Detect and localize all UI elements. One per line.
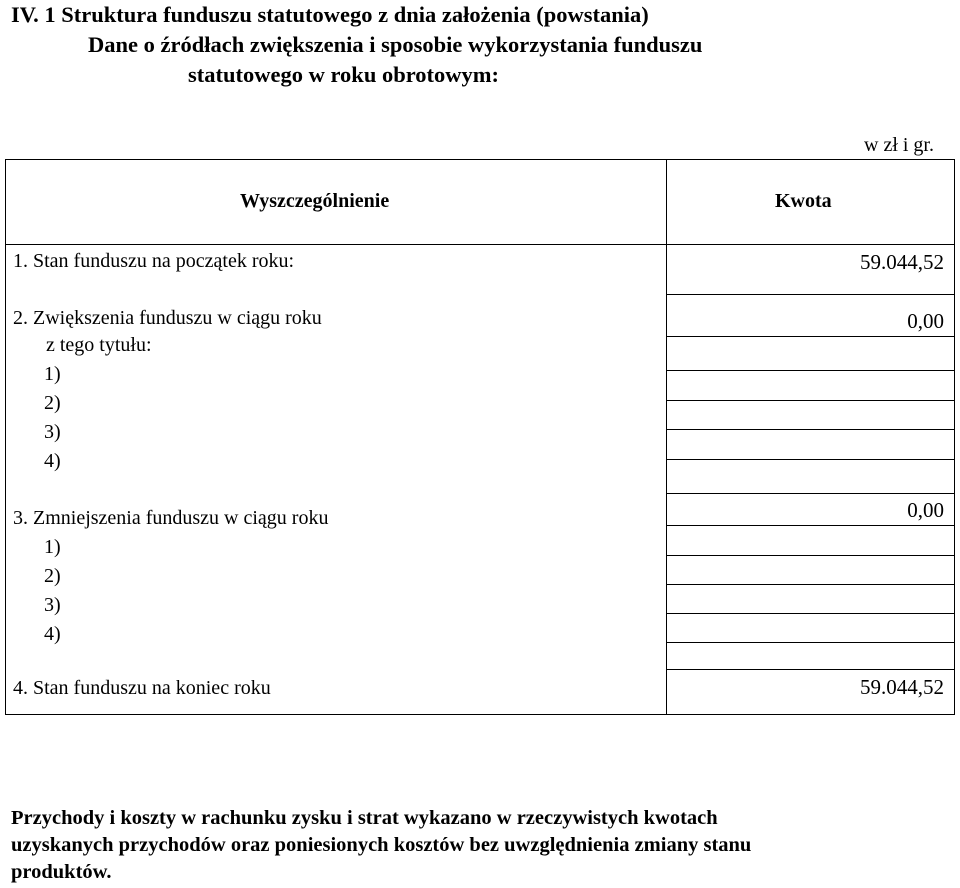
amount-row-line xyxy=(666,584,955,585)
section-subtitle: Dane o źródłach zwiększenia i sposobie wykorzystania funduszu xyxy=(88,32,703,57)
table-border-left xyxy=(5,159,6,715)
section-subtitle-continued: statutowego w roku obrotowym: xyxy=(188,62,500,87)
increase-item: 1) xyxy=(44,363,61,385)
amount-row-line xyxy=(666,613,955,614)
amount-row-line xyxy=(666,400,955,401)
amount-row-line xyxy=(666,459,955,460)
table-border-right xyxy=(954,159,955,715)
row-closing-balance-label: 4. Stan funduszu na koniec roku xyxy=(13,677,271,699)
row-increases-sublabel: z tego tytułu: xyxy=(46,334,152,356)
row-increases-amount: 0,00 xyxy=(907,309,944,333)
increase-item: 3) xyxy=(44,421,61,443)
footer-note-line: produktów. xyxy=(11,861,112,883)
header-description: Wyszczególnienie xyxy=(240,190,390,212)
header-separator xyxy=(5,244,955,245)
footer-note-line: uzyskanych przychodów oraz poniesionych kosztów bez uwzględnienia zmiany stanu xyxy=(11,834,752,856)
amount-row-line xyxy=(666,294,955,295)
decrease-item: 1) xyxy=(44,536,61,558)
increase-item: 4) xyxy=(44,450,61,472)
amount-row-line xyxy=(666,370,955,371)
amount-row-line xyxy=(666,336,955,337)
amount-row-line xyxy=(666,642,955,643)
header-amount: Kwota xyxy=(775,190,832,212)
unit-note: w zł i gr. xyxy=(864,134,934,156)
amount-row-line xyxy=(666,555,955,556)
decrease-item: 4) xyxy=(44,623,61,645)
amount-row-line xyxy=(666,669,955,670)
column-divider xyxy=(666,159,667,715)
decrease-item: 2) xyxy=(44,565,61,587)
table-border-bottom xyxy=(5,714,955,715)
increase-item: 2) xyxy=(44,392,61,414)
row-decreases-amount: 0,00 xyxy=(907,498,944,522)
row-closing-balance-amount: 59.044,52 xyxy=(860,675,944,699)
amount-row-line xyxy=(666,429,955,430)
table-border-top xyxy=(5,159,955,160)
row-opening-balance-amount: 59.044,52 xyxy=(860,250,944,274)
row-opening-balance-label: 1. Stan funduszu na początek roku: xyxy=(13,250,295,272)
decrease-item: 3) xyxy=(44,594,61,616)
row-decreases-label: 3. Zmniejszenia funduszu w ciągu roku xyxy=(13,507,329,529)
row-increases-label: 2. Zwiększenia funduszu w ciągu roku xyxy=(13,307,322,329)
section-title: IV. 1 Struktura funduszu statutowego z dnia założenia (powstania) xyxy=(11,2,649,27)
amount-row-line xyxy=(666,493,955,494)
footer-note-line: Przychody i koszty w rachunku zysku i strat wykazano w rzeczywistych kwotach xyxy=(11,807,718,829)
amount-row-line xyxy=(666,525,955,526)
